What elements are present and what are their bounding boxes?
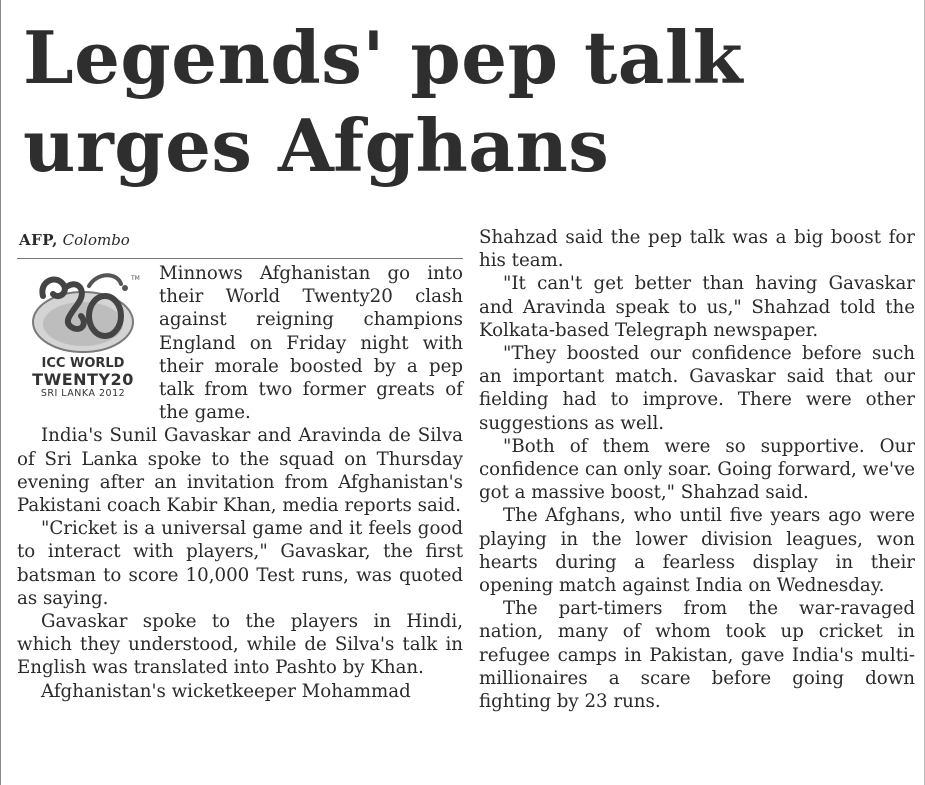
paragraph: "Both of them were so supportive. Our confidence can only soar. Going forward, we've got a massive boost," Shahzad said.	[479, 435, 915, 504]
paragraph: Gavaskar spoke to the players in Hindi, which they understood, while de Silva's talk in English was translated into Pashto by Khan.	[17, 611, 463, 679]
paragraph: Minnows Afghanistan go into their World Twenty20 clash against reigning champions England on Friday night with their morale boosted by a pep talk from two former greats of the game.	[159, 263, 463, 424]
paragraph: The Afghans, who until five years ago were playing in the lower division leagues, won hearts during a fearless display in their opening match against India on Wednesday.	[479, 505, 915, 597]
byline	[19, 230, 461, 250]
paragraph: The part-timers from the war-ravaged nation, many of whom took up cricket in refugee camps in Pakistan, gave India's multi-millionaires a scare before going down fighting by 23 runs.	[479, 598, 915, 713]
svg-text:TM: TM	[131, 275, 140, 282]
icc-world-twenty20-logo	[21, 266, 145, 412]
t20-emblem-icon	[25, 266, 141, 358]
byline-agency: AFP,	[19, 231, 58, 249]
headline-line-2: urges Afghans	[23, 103, 610, 188]
byline-place: Colombo	[62, 231, 130, 249]
paragraph: "Cricket is a universal game and it feels good to interact with players," Gavaskar, the first batsman to score 10,000 Test runs, was quoted as saying.	[17, 518, 463, 609]
headline	[23, 14, 903, 190]
paragraph: "They boosted our confidence before such an important match. Gavaskar said that our fielding had to improve. There were other suggestions as well.	[479, 343, 915, 434]
logo-line-2: TWENTY20	[32, 370, 134, 389]
headline-line-1: Legends' pep talk	[23, 15, 744, 100]
paragraph: "It can't get better than having Gavaskar and Aravinda speak to us," Shahzad told the Kolkata-based Telegraph newspaper.	[479, 273, 915, 341]
article-column-2	[479, 226, 915, 713]
article-column-1	[17, 262, 463, 703]
logo-line-1: ICC WORLD	[41, 356, 125, 371]
paragraph: Afghanistan's wicketkeeper Mohammad	[41, 680, 411, 702]
logo-line-3: SRI LANKA 2012	[40, 388, 126, 399]
byline-divider	[17, 258, 463, 259]
paragraph: India's Sunil Gavaskar and Aravinda de Silva of Sri Lanka spoke to the squad on Thursday evening after an invitation from Afghanistan's Pakistani coach Kabir Khan, media reports said.	[17, 425, 463, 517]
logo-text	[21, 356, 145, 400]
paragraph: Shahzad said the pep talk was a big boost for his team.	[479, 227, 915, 272]
